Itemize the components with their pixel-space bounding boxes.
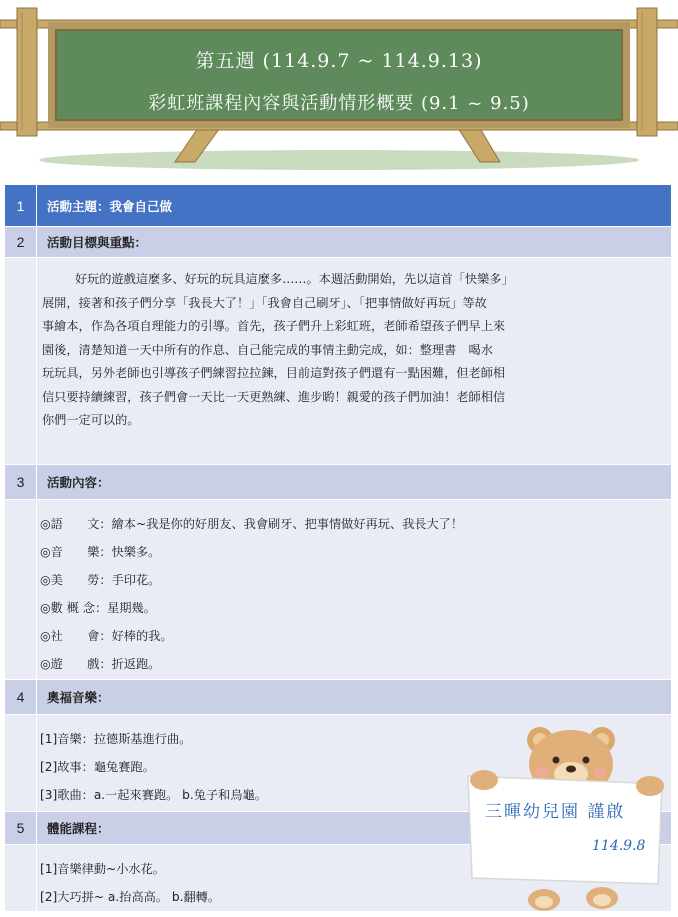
goals-line: 展開，接著和孩子們分享「我長大了！」「我會自己刷牙」、「把事情做好再玩」等故 [42,295,487,310]
goals-line: 好玩的遊戲這麼多、好玩的玩具這麼多……。本週活動開始，先以這首「快樂多」 [74,272,514,286]
chalkboard [48,22,630,128]
chalkboard-banner [0,0,678,170]
list-item: ◎音 樂：快樂多。 [40,545,161,559]
section-row-orff [5,680,671,715]
list-item: [2]大巧拼~ a.抬高高。 b.翻轉。 [40,890,221,904]
section-row-goals [5,227,671,258]
section-body-goals [5,258,671,465]
section-title: 活動內容： [37,465,671,499]
course-subtitle: 彩虹班課程內容與活動情形概要 (9.1 ~ 9.5) [148,93,530,114]
list-item: ◎語 文：繪本~我是你的好朋友、我會刷牙、把事情做好再玩、我長大了！ [40,517,464,531]
goals-line: 園後，清楚知道一天中所有的作息、自己能完成的事情主動完成，如：整理書 喝水 [42,342,493,357]
list-item: ◎數 概 念：星期幾。 [40,601,156,615]
goals-line: 玩玩具，另外老師也引導孩子們練習拉拉鍊，目前這對孩子們還有一點困難，但老師相 [42,366,506,380]
section-title: 體能課程： [37,812,671,844]
week-title: 第五週 (114.9.7 ~ 114.9.13) [195,50,483,72]
section-number: 2 [5,227,37,257]
list-item: ◎遊 戲：折返跑。 [40,657,161,671]
section-number: 5 [5,812,37,844]
section-number: 3 [5,465,37,499]
school-signature: 三暉幼兒園 謹啟 [485,802,626,822]
list-item: ◎美 勞：手印花。 [40,573,161,587]
section-body-activities [5,500,671,680]
section-title: 奧福音樂： [37,680,671,714]
goals-line: 你們一定可以的。 [42,413,140,427]
section-number: 4 [5,680,37,714]
section-number: 1 [5,185,37,226]
list-item: ◎社 會：好棒的我。 [40,629,173,643]
list-item: [2]故事：龜兔賽跑。 [40,760,155,774]
goals-line: 事繪本，作為各項自理能力的引導。首先，孩子們升上彩虹班，老師希望孩子們早上來 [42,319,506,333]
section-title: 活動主題：我會自己做 [37,185,671,226]
goals-line: 信只要持續練習，孩子們會一天比一天更熟練、進步喲！親愛的孩子們加油！老師相信 [42,389,506,404]
section-row-activities [5,465,671,500]
list-item: [1]音樂律動~小水花。 [40,862,165,876]
section-title: 活動目標與重點： [37,227,671,257]
goals-paragraph [37,258,671,464]
list-item: [1]音樂：拉德斯基進行曲。 [40,732,192,746]
signature-date: 114.9.8 [592,838,646,854]
list-item: [3]歌曲：a.一起來賽跑。 b.兔子和烏龜。 [40,788,267,802]
section-row-theme [5,185,671,227]
activities-list [37,500,671,679]
